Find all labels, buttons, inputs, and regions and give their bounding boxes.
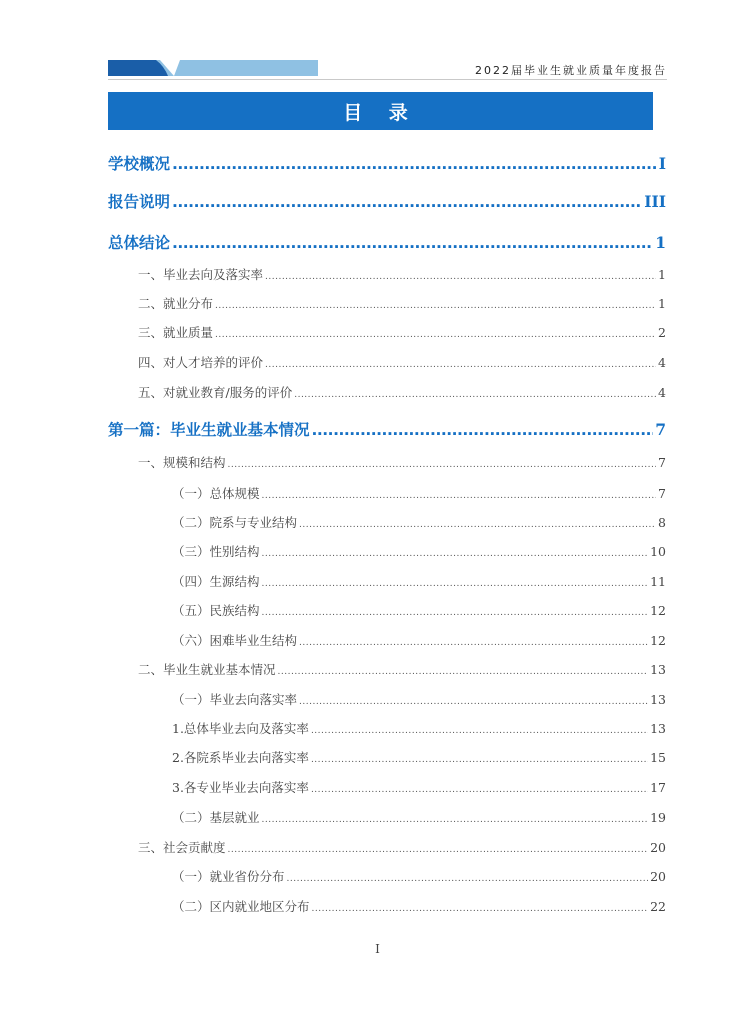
toc-entry[interactable]: [172, 690, 666, 708]
toc-leader-dots: [262, 579, 649, 589]
toc-entry-page: 1: [658, 267, 666, 282]
toc-entry-page: 7: [658, 455, 666, 470]
toc-entry[interactable]: [138, 383, 666, 401]
toc-leader-dots: [228, 845, 649, 855]
toc-entry[interactable]: [172, 631, 666, 649]
toc-entry[interactable]: [172, 542, 666, 560]
toc-entry-label: （二）院系与专业结构: [172, 515, 298, 530]
toc-entry-label: 五、对就业教育/服务的评价: [138, 385, 293, 400]
toc-entry-page: 13: [650, 721, 666, 736]
toc-entry-page: 19: [650, 810, 666, 825]
report-title: 2022届毕业生就业质量年度报告: [475, 64, 667, 77]
toc-entry-label: （一）毕业去向落实率: [172, 692, 298, 707]
toc-entry-page: 20: [650, 869, 666, 884]
toc-entry-label: 3.各专业毕业去向落实率: [172, 780, 309, 795]
toc-leader-dots: [228, 460, 657, 470]
toc-entry-label: 总体结论: [108, 234, 171, 252]
toc-entry-label: 2.各院系毕业去向落实率: [172, 750, 309, 765]
toc-entry-page: 8: [658, 515, 666, 530]
page-number: I: [375, 942, 380, 956]
toc-entry[interactable]: [108, 152, 666, 174]
header-divider: [108, 79, 667, 80]
toc-leader-dots: [311, 726, 648, 736]
toc-entry-page: 10: [650, 544, 666, 559]
toc-entry-label: 学校概况: [108, 155, 171, 173]
toc-leader-dots: [172, 234, 653, 252]
toc-entry[interactable]: [172, 808, 666, 826]
toc-leader-dots: [299, 697, 648, 707]
toc-entry[interactable]: [108, 190, 666, 212]
toc-entry[interactable]: [172, 719, 666, 737]
toc-entry-page: 11: [650, 574, 666, 589]
toc-entry-page: III: [644, 192, 666, 211]
toc-leader-dots: [287, 874, 649, 884]
toc-entry-label: （四）生源结构: [172, 574, 260, 589]
toc-entry-label: 三、社会贡献度: [138, 840, 226, 855]
toc-entry-label: 报告说明: [108, 193, 171, 211]
toc-leader-dots: [262, 608, 649, 618]
toc-entry-label: 四、对人才培养的评价: [138, 355, 264, 370]
toc-leader-dots: [172, 155, 657, 173]
toc-entry-label: （二）基层就业: [172, 810, 260, 825]
toc-title: 目 录: [343, 101, 418, 124]
toc-leader-dots: [262, 549, 649, 559]
toc-entry-page: 7: [658, 486, 666, 501]
toc-entry-page: I: [658, 154, 666, 173]
toc-entry-label: 1.总体毕业去向及落实率: [172, 721, 309, 736]
toc-entry-page: 12: [650, 633, 666, 648]
toc-entry-label: （一）就业省份分布: [172, 869, 285, 884]
toc-entry[interactable]: [138, 353, 666, 371]
toc-leader-dots: [172, 193, 642, 211]
toc-entry[interactable]: [138, 453, 666, 471]
toc-entry-page: 7: [655, 420, 666, 439]
toc-leader-dots: [312, 421, 654, 439]
toc-entry[interactable]: [172, 748, 666, 766]
toc-entry[interactable]: [172, 601, 666, 619]
toc-entry-page: 17: [650, 780, 666, 795]
toc-leader-dots: [311, 785, 648, 795]
toc-entry[interactable]: [172, 897, 666, 915]
toc-entry-label: （五）民族结构: [172, 603, 260, 618]
toc-entry[interactable]: [108, 231, 666, 253]
toc-leader-dots: [215, 330, 656, 340]
toc-entry-page: 20: [650, 840, 666, 855]
toc-title-banner: [108, 92, 653, 130]
toc-entry[interactable]: [138, 294, 666, 312]
toc-entry-page: 1: [658, 296, 666, 311]
toc-entry-label: 三、就业质量: [138, 325, 214, 340]
toc-leader-dots: [215, 301, 656, 311]
toc-entry[interactable]: [138, 660, 666, 678]
toc-entry-label: 二、就业分布: [138, 296, 214, 311]
toc-entry[interactable]: [138, 265, 666, 283]
toc-entry[interactable]: [172, 513, 666, 531]
toc-entry[interactable]: [138, 323, 666, 341]
toc-leader-dots: [299, 638, 648, 648]
toc-entry[interactable]: [172, 778, 666, 796]
toc-entry-label: （二）区内就业地区分布: [172, 899, 310, 914]
toc-leader-dots: [312, 904, 649, 914]
toc-entry-label: （一）总体规模: [172, 486, 260, 501]
toc-entry-label: （三）性别结构: [172, 544, 260, 559]
toc-entry-page: 2: [658, 325, 666, 340]
toc-leader-dots: [262, 491, 657, 501]
toc-entry-page: 15: [650, 750, 666, 765]
toc-entry-page: 13: [650, 692, 666, 707]
toc-leader-dots: [265, 272, 656, 282]
toc-leader-dots: [311, 755, 648, 765]
toc-entry[interactable]: [172, 572, 666, 590]
toc-entry-label: 一、规模和结构: [138, 455, 226, 470]
toc-entry[interactable]: [108, 418, 666, 440]
toc-entry[interactable]: [172, 484, 666, 502]
toc-leader-dots: [278, 667, 649, 677]
toc-leader-dots: [299, 520, 656, 530]
toc-leader-dots: [265, 360, 656, 370]
toc-entry-label: （六）困难毕业生结构: [172, 633, 298, 648]
toc-entry-label: 第一篇：毕业生就业基本情况: [108, 421, 310, 439]
header-logo-band: [108, 60, 318, 76]
toc-leader-dots: [294, 390, 656, 400]
toc-entry-page: 4: [658, 355, 666, 370]
toc-entry-page: 12: [650, 603, 666, 618]
toc-entry-page: 22: [650, 899, 666, 914]
toc-entry-page: 4: [658, 385, 666, 400]
toc-entry-label: 一、毕业去向及落实率: [138, 267, 264, 282]
toc-entry-label: 二、毕业生就业基本情况: [138, 662, 276, 677]
toc-entry[interactable]: [138, 838, 666, 856]
toc-entry-page: 13: [650, 662, 666, 677]
toc-entry-page: 1: [655, 233, 666, 252]
toc-leader-dots: [262, 815, 649, 825]
toc-entry[interactable]: [172, 867, 666, 885]
